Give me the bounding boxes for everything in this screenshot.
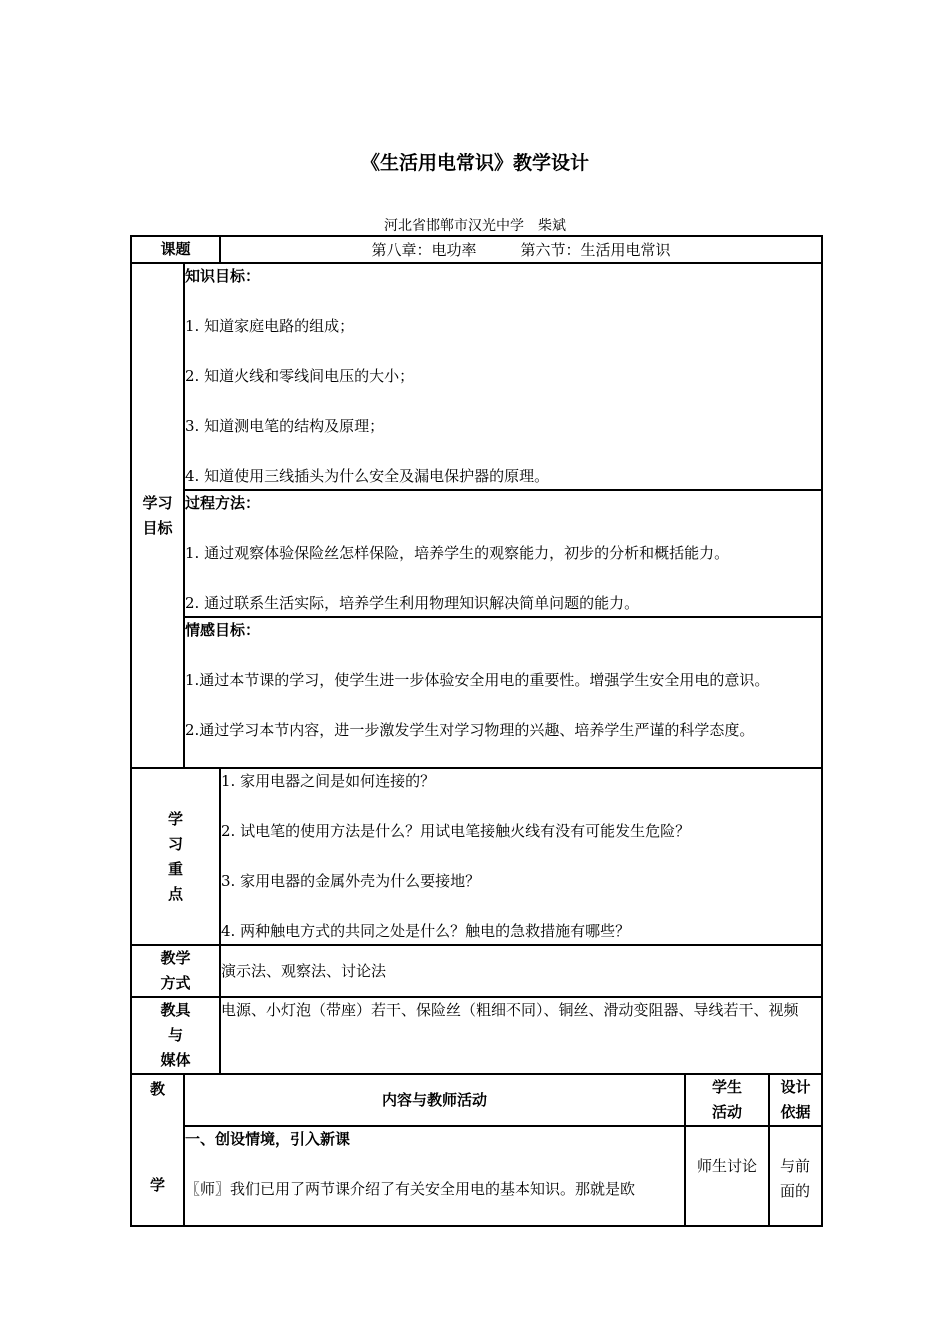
topic-row: [131, 236, 822, 263]
knowledge-item: 4. 知道使用三线插头为什么安全及漏电保护器的原理。: [185, 467, 550, 485]
emotion-objectives-row: [131, 617, 822, 768]
author-line: 河北省邯郸市汉光中学 柴斌: [384, 218, 566, 234]
section-text: 第六节：生活用电常识: [520, 241, 671, 259]
key-point-item: 2. 试电笔的使用方法是什么？用试电笔接触火线有没有可能发生危险？: [221, 822, 691, 840]
method-label: 教学 方式: [131, 945, 220, 997]
process-item: 2. 通过联系生活实际，培养学生利用物理知识解决简单问题的能力。: [185, 594, 640, 612]
knowledge-item: 3. 知道测电笔的结构及原理；: [185, 417, 385, 435]
process-item: 1. 通过观察体验保险丝怎样保险，培养学生的观察能力，初步的分析和概括能力。: [185, 544, 730, 562]
key-points-label: 学 习 重 点: [131, 768, 220, 945]
process-label-top: 教: [149, 1080, 165, 1098]
emotion-item: 1.通过本节课的学习，使学生进一步体验安全用电的重要性。增强学生安全用电的意识。: [185, 671, 770, 689]
media-row: [131, 997, 822, 1074]
emotion-objectives: [184, 617, 822, 768]
knowledge-heading: 知识目标：: [185, 267, 261, 285]
process-objectives: [184, 490, 822, 617]
key-point-item: 1. 家用电器之间是如何连接的？: [221, 772, 436, 790]
process-heading: 过程方法：: [185, 494, 261, 512]
topic-label: 课题: [131, 236, 220, 263]
emotion-item: 2.通过学习本节内容，进一步激发学生对学习物理的兴趣、培养学生严谨的科学态度。: [185, 721, 755, 739]
key-point-item: 4. 两种触电方式的共同之处是什么？触电的急救措施有哪些？: [221, 922, 631, 940]
process-label: [131, 1074, 184, 1226]
topic-value: [220, 236, 822, 263]
teacher-text: 〖师〗我们已用了两节课介绍了有关安全用电的基本知识。那就是欧: [185, 1180, 636, 1198]
chapter-text: 第八章：电功率: [371, 241, 477, 259]
media-label: 教具 与 媒体: [131, 997, 220, 1074]
knowledge-objectives-row: [131, 263, 822, 490]
process-header-row: [131, 1074, 822, 1126]
content-column-header: 内容与教师活动: [184, 1074, 685, 1126]
method-value: 演示法、观察法、讨论法: [220, 945, 822, 997]
basis-cell: 与前 面的: [769, 1126, 822, 1226]
content-cell: [184, 1126, 685, 1226]
document-title: 《生活用电常识》教学设计: [360, 152, 589, 174]
emotion-heading: 情感目标：: [185, 621, 261, 639]
student-column-header: 学生 活动: [685, 1074, 769, 1126]
lesson-plan-table: [130, 235, 823, 1227]
student-activity-cell: 师生讨论: [685, 1126, 769, 1226]
process-objectives-row: [131, 490, 822, 617]
key-point-item: 3. 家用电器的金属外壳为什么要接地？: [221, 872, 481, 890]
method-row: [131, 945, 822, 997]
objectives-label: 学习 目标: [131, 263, 184, 768]
key-points: [220, 768, 822, 945]
knowledge-objectives: [184, 263, 822, 490]
key-points-row: [131, 768, 822, 945]
basis-column-header: 设计 依据: [769, 1074, 822, 1126]
process-content-row: [131, 1126, 822, 1226]
knowledge-item: 1. 知道家庭电路的组成；: [185, 317, 355, 335]
section-heading: 一、创设情境，引入新课: [185, 1130, 351, 1148]
media-value: 电源、小灯泡（带座）若干、保险丝（粗细不同）、铜丝、滑动变阻器、导线若干、视频: [220, 997, 822, 1074]
knowledge-item: 2. 知道火线和零线间电压的大小；: [185, 367, 415, 385]
process-label-bottom: 学: [149, 1176, 165, 1194]
